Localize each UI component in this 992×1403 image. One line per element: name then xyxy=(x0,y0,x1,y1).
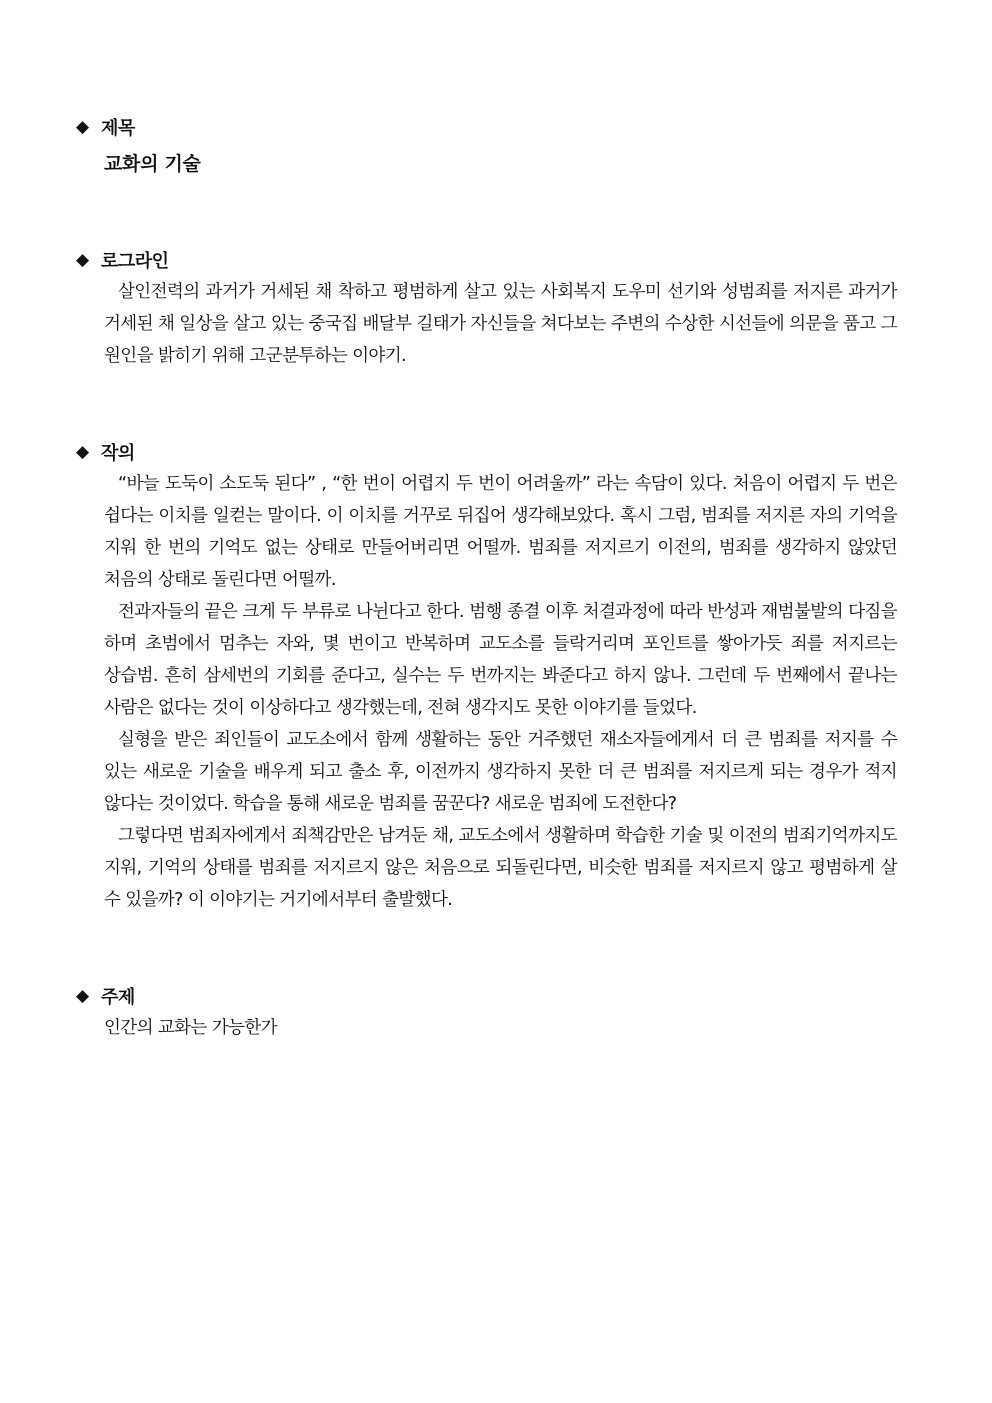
section-title xyxy=(76,113,898,176)
diamond-bullet-icon: ◆ xyxy=(76,249,89,270)
intent-body xyxy=(104,468,897,916)
paragraph: 실형을 받은 죄인들이 교도소에서 함께 생활하는 동안 거주했던 재소자들에게서 더 큰 범죄를 저지를 수 있는 새로운 기술을 배우게 되고 출소 후, 이전까지 생각하지 못한 더 큰 범죄를 저지르게 되는 경우가 적지 않다는 것이었다. 학습을 통해 새로운 범죄를 꿈꾼다? 새로운 범죄에 도전한다? xyxy=(104,730,897,814)
heading-label: 로그라인 xyxy=(101,251,169,272)
section-logline xyxy=(76,246,898,372)
diamond-bullet-icon: ◆ xyxy=(76,441,89,462)
paragraph: 그렇다면 범죄자에게서 죄책감만은 남겨둔 채, 교도소에서 생활하며 학습한 기술 및 이전의 범죄기억까지도 지워, 기억의 상태를 범죄를 저지르지 않은 처음으로 되돌린다면, 비슷한 범죄를 저지르지 않고 평범하게 살 수 있을까? 이 이야기는 거기에서부터 출발했다. xyxy=(104,826,897,910)
work-title: 교화의 기술 xyxy=(104,153,201,175)
heading-label: 주제 xyxy=(101,987,135,1008)
heading-label: 제목 xyxy=(101,118,135,139)
diamond-bullet-icon: ◆ xyxy=(76,116,89,137)
section-heading xyxy=(76,246,898,274)
section-heading xyxy=(76,438,898,466)
section-theme xyxy=(76,982,898,1039)
section-heading xyxy=(76,113,898,141)
paragraph: 살인전력의 과거가 거세된 채 착하고 평범하게 살고 있는 사회복지 도우미 선기와 성범죄를 저지른 과거가 거세된 채 일상을 살고 있는 중국집 배달부 길태가 자신들을 쳐다보는 주변의 수상한 시선들에 의문을 품고 그 원인을 밝히기 위해 고군분투하는 이야기. xyxy=(104,282,897,366)
paragraph: “바늘 도둑이 소도둑 된다” , “한 번이 어렵지 두 번이 어려울까” 라는 속담이 있다. 처음이 어렵지 두 번은 쉽다는 이치를 일컫는 말이다. 이 이치를 거꾸로 뒤집어 생각해보았다. 혹시 그럼, 범죄를 저지른 자의 기억을 지워 한 번의 기억도 없는 상태로 만들어버리면 어떨까. 범죄를 저지르기 이전의, 범죄를 생각하지 않았던 처음의 상태로 돌린다면 어떨까. xyxy=(104,474,897,590)
diamond-bullet-icon: ◆ xyxy=(76,985,89,1006)
heading-label: 작의 xyxy=(101,443,135,464)
paragraph: 전과자들의 끝은 크게 두 부류로 나뉜다고 한다. 범행 종결 이후 처결과정에 따라 반성과 재범불발의 다짐을 하며 초범에서 멈추는 자와, 몇 번이고 반복하며 교도소를 들락거리며 포인트를 쌓아가듯 죄를 저지르는 상습범. 흔히 삼세번의 기회를 준다고, 실수는 두 번까지는 봐준다고 하지 않나. 그런데 두 번째에서 끝나는 사람은 없다는 것이 이상하다고 생각했는데, 전혀 생각지도 못한 이야기를 들었다. xyxy=(104,602,897,718)
section-heading xyxy=(76,982,898,1010)
logline-body xyxy=(104,276,897,372)
section-intent xyxy=(76,438,898,916)
theme-text: 인간의 교화는 가능한가 xyxy=(104,1018,277,1038)
